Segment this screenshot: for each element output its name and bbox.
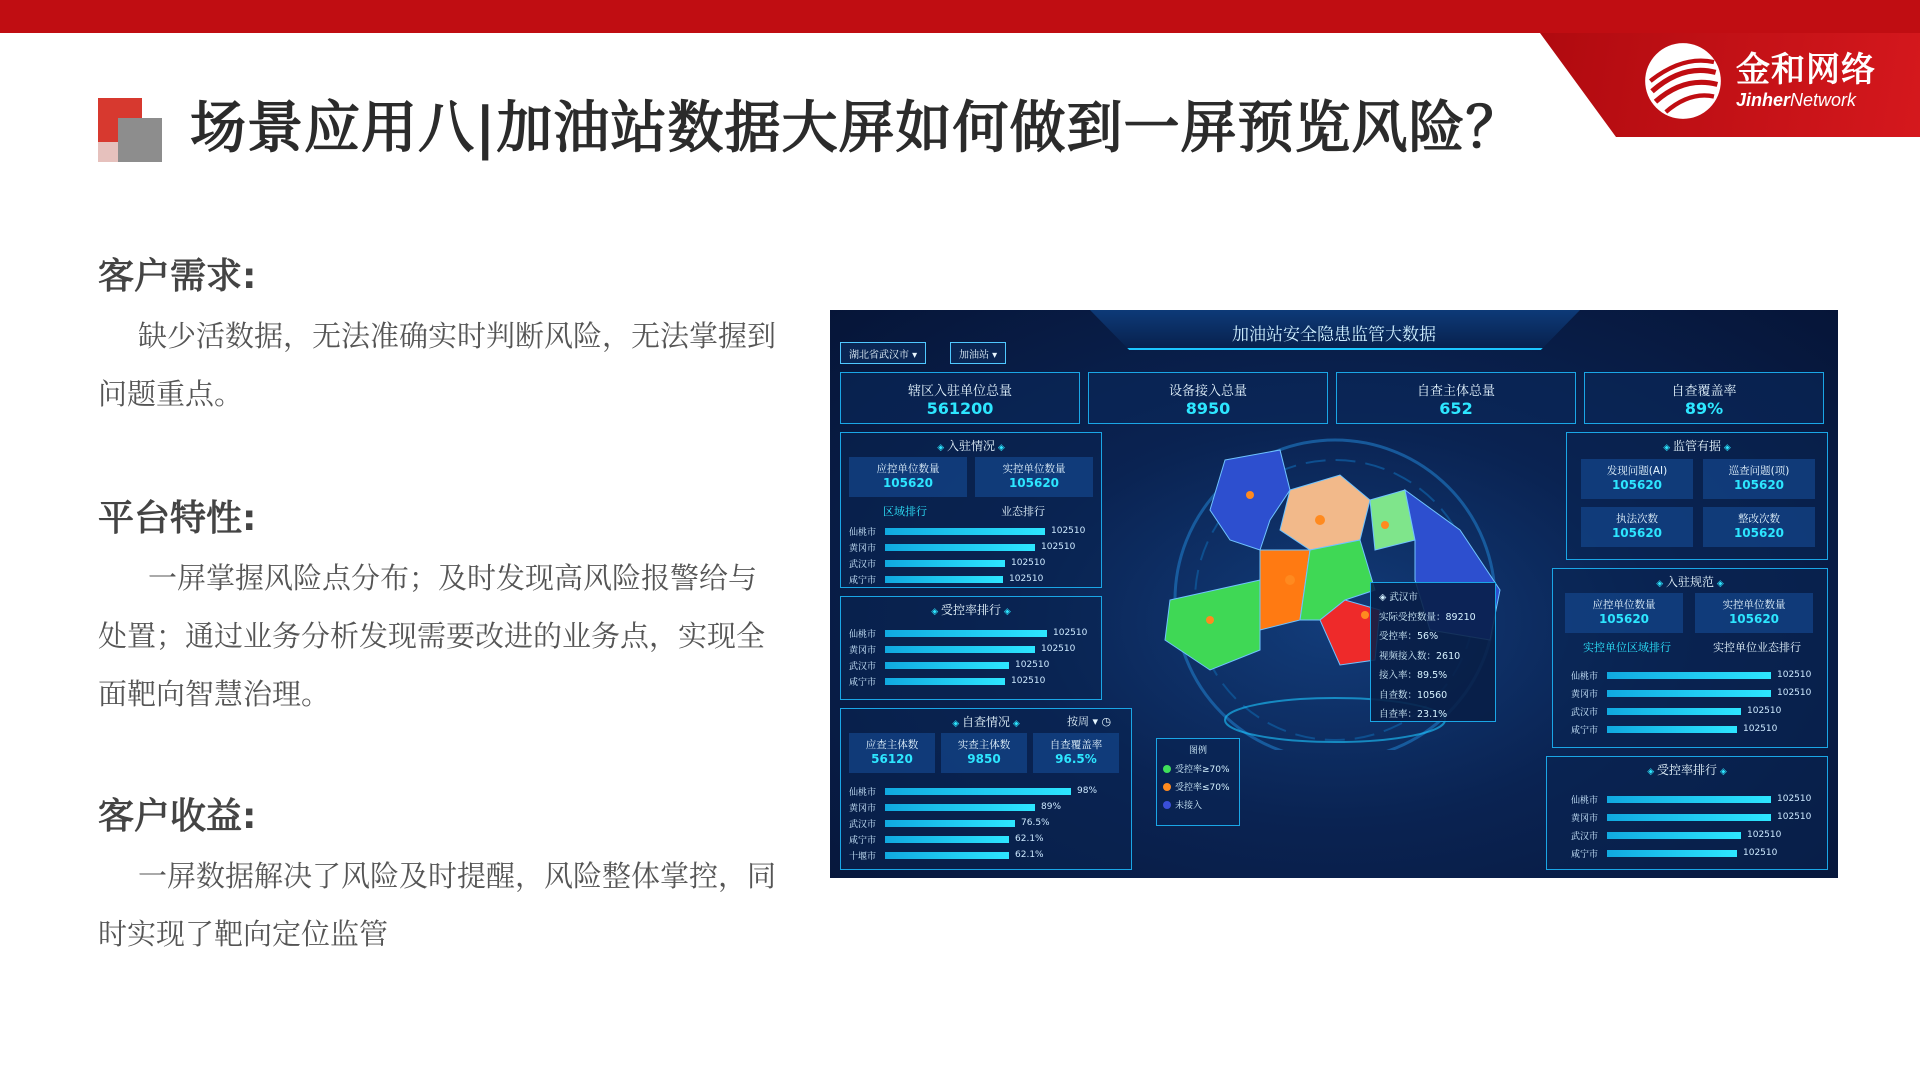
type-select[interactable]: 加油站 ▾ xyxy=(950,342,1006,364)
city-popup: ◈ 武汉市 实际受控数量：89210 受控率：56% 视频接入数：2610 接入率：89.5% 自查数：10560 自查率：23.1% xyxy=(1370,582,1496,722)
page-title: 场景应用八|加油站数据大屏如何做到一屏预览风险？ xyxy=(190,96,1523,161)
dashboard-screenshot xyxy=(830,310,1838,878)
kpi-card: 自查覆盖率 89% xyxy=(1584,372,1824,424)
kpi-card: 自查主体总量 652 xyxy=(1336,372,1576,424)
brand-name-en: JinherNetwork xyxy=(1736,90,1857,110)
top-red-bar xyxy=(0,0,1920,33)
section-heading: 平台特性: xyxy=(98,498,257,539)
section-body: 缺少活数据，无法准确实时判断风险，无法掌握到问题重点。 xyxy=(98,319,777,411)
tab-region-rank[interactable]: 区域排行 xyxy=(883,505,927,518)
region-select[interactable]: 湖北省武汉市 ▾ xyxy=(840,342,926,364)
section-heading: 客户需求: xyxy=(98,256,257,297)
panel-shoukong-right: ◈ 受控率排行 ◈ 仙桃市 102510 黄冈市 102510 武汉市 102510 咸宁市 102510 xyxy=(1546,756,1828,870)
jinher-logo-icon xyxy=(1640,38,1726,124)
map-legend: 图例 受控率≥70% 受控率≤70% 未接入 xyxy=(1156,738,1240,826)
kpi-card: 辖区入驻单位总量 561200 xyxy=(840,372,1080,424)
tab-unit-region-rank[interactable]: 实控单位区域排行 xyxy=(1583,641,1671,654)
panel-ruzhu: ◈ 入驻情况 ◈ 应控单位数量 105620 实控单位数量 105620 区域排行 业态排行 仙桃市 102510 黄冈市 102510 武汉市 102510 咸宁市 102510 xyxy=(840,432,1102,588)
section-body: 一屏数据解决了风险及时提醒，风险整体掌控，同时实现了靶向定位监管 xyxy=(98,859,777,951)
kpi-card: 设备接入总量 8950 xyxy=(1088,372,1328,424)
dashboard-title: 加油站安全隐患监管大数据 xyxy=(1232,325,1436,345)
panel-jianguan: ◈ 监管有据 ◈ 发现问题(AI) 105620 巡查问题(项) 105620 执法次数 105620 整改次数 105620 xyxy=(1566,432,1828,560)
panel-guifan: ◈ 入驻规范 ◈ 应控单位数量 105620 实控单位数量 105620 实控单位区域排行 实控单位业态排行 仙桃市 102510 黄冈市 102510 武汉市 102510 咸宁市 102510 xyxy=(1552,568,1828,748)
tab-industry-rank[interactable]: 业态排行 xyxy=(1001,505,1045,518)
tab-unit-industry-rank[interactable]: 实控单位业态排行 xyxy=(1713,641,1801,654)
section-heading: 客户收益: xyxy=(98,796,257,837)
section-benefits xyxy=(98,788,778,963)
brand-name-cn: 金和网络 xyxy=(1736,51,1876,89)
period-toggle[interactable]: 按周 ▾ ◷ xyxy=(1067,715,1112,728)
title-decoration xyxy=(98,98,162,162)
section-features xyxy=(98,490,778,723)
panel-shoukong-left: ◈ 受控率排行 ◈ 仙桃市 102510 黄冈市 102510 武汉市 102510 咸宁市 102510 xyxy=(840,596,1102,700)
brand-logo xyxy=(1640,36,1880,126)
panel-zicha: ◈ 自查情况 ◈ 按周 ▾ ◷ 应查主体数 56120 实查主体数 9850 自查覆盖率 96.5% 仙桃市 98% 黄冈市 89% 武汉市 76.5% 咸宁市 62.1% 十堰市 62.1% xyxy=(840,708,1132,870)
section-demand xyxy=(98,248,778,423)
section-body: 一屏掌握风险点分布；及时发现高风险报警给与处置；通过业务分析发现需要改进的业务点，实现全面靶向智慧治理。 xyxy=(98,561,766,711)
